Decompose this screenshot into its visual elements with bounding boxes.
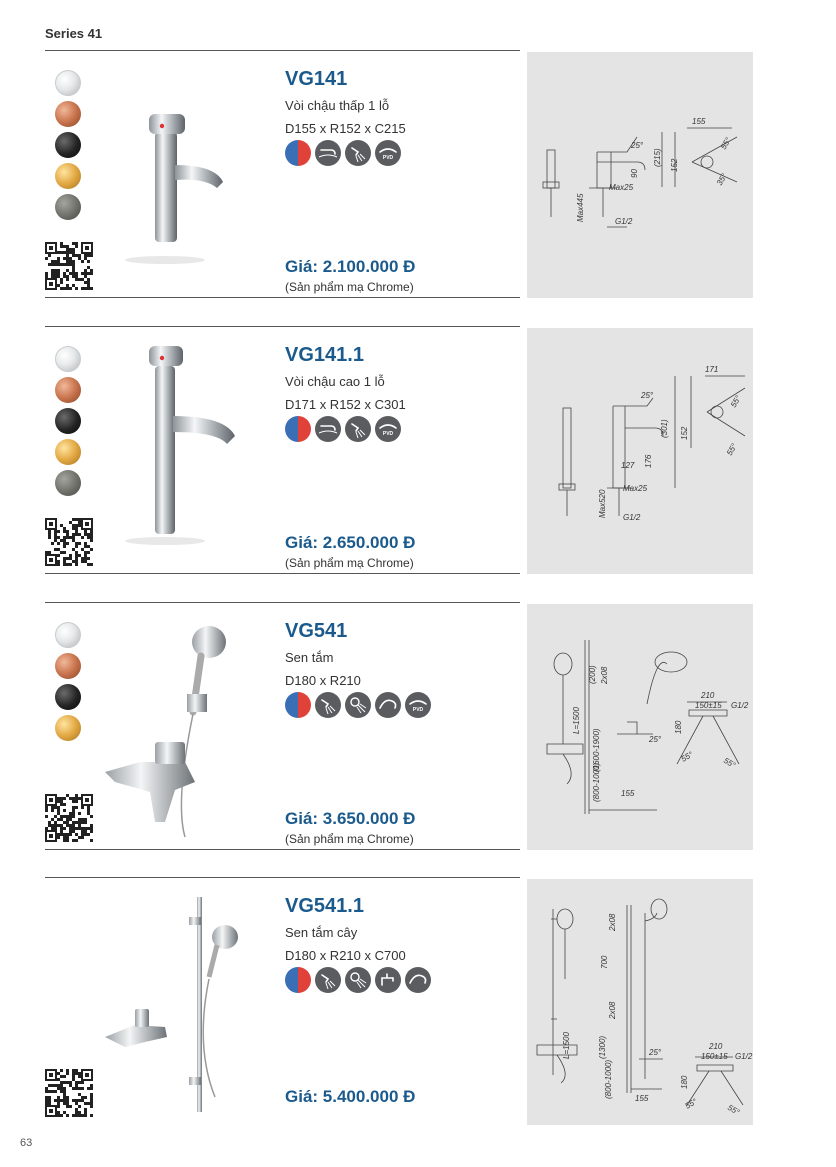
product-model: VG141.1 — [285, 344, 364, 366]
product-dimensions: D180 x R210 — [285, 673, 361, 688]
dimension-label: Max520 — [598, 489, 607, 518]
finish-copper-swatch[interactable] — [55, 101, 81, 127]
divider — [45, 297, 520, 298]
dimension-label: G1/2 — [735, 1052, 753, 1061]
pvd-icon — [375, 416, 401, 442]
finish-swatches — [55, 346, 85, 501]
pvd-icon — [375, 140, 401, 166]
dimension-label: Max445 — [576, 193, 585, 222]
dimension-label: 2x08 — [608, 913, 617, 931]
hose-icon — [375, 692, 401, 718]
finish-black-swatch[interactable] — [55, 132, 81, 158]
finish-chrome-swatch[interactable] — [55, 70, 81, 96]
product-dimensions: D155 x R152 x C215 — [285, 121, 406, 136]
finish-gunmetal-swatch[interactable] — [55, 194, 81, 220]
page-number: 63 — [20, 1137, 33, 1149]
product-dimensions: D171 x R152 x C301 — [285, 397, 406, 412]
dimension-label: L=1500 — [562, 1032, 571, 1059]
product-description: Vòi chậu thấp 1 lỗ — [285, 98, 390, 113]
product-card — [45, 50, 753, 300]
spray-icon — [345, 416, 371, 442]
product-price: Giá: 5.400.000 Đ — [285, 1087, 416, 1106]
dimension-label: G1/2 — [623, 513, 641, 522]
product-model: VG541.1 — [285, 895, 364, 917]
pvd-icon — [405, 692, 431, 718]
product-dimensions: D180 x R210 x C700 — [285, 948, 406, 963]
divider — [45, 326, 520, 327]
dimension-label: 155 — [692, 117, 706, 126]
qr-code-icon[interactable] — [45, 794, 93, 842]
finish-swatches — [55, 70, 85, 225]
dimension-label: (215) — [653, 148, 662, 167]
dimension-label: 90 — [630, 169, 639, 178]
product-price: Giá: 2.650.000 Đ — [285, 533, 416, 552]
product-price: Giá: 3.650.000 Đ — [285, 809, 416, 828]
product-photo — [105, 622, 255, 842]
product-price: Giá: 2.100.000 Đ — [285, 257, 416, 276]
product-photo — [105, 70, 255, 270]
svg-text:PVD: PVD — [412, 707, 424, 713]
series-title: Series 41 — [45, 26, 103, 41]
finish-gold-swatch[interactable] — [55, 715, 81, 741]
dimension-label: 155 — [635, 1094, 649, 1103]
finish-gold-swatch[interactable] — [55, 163, 81, 189]
dimension-label: Max25 — [623, 484, 648, 493]
dimension-label: 210 — [709, 1042, 723, 1051]
technical-drawing — [527, 328, 753, 574]
divider — [45, 877, 520, 878]
qr-code-icon[interactable] — [45, 518, 93, 566]
finish-gold-swatch[interactable] — [55, 439, 81, 465]
dimension-label: 25° — [641, 391, 654, 400]
svg-text:PVD: PVD — [382, 155, 394, 161]
dimension-label: 127 — [621, 461, 635, 470]
dimension-label: 25° — [649, 1048, 662, 1057]
aerator-icon — [315, 416, 341, 442]
technical-drawing — [527, 604, 753, 850]
dimension-label: 171 — [705, 365, 719, 374]
dimension-label: G1/2 — [615, 217, 633, 226]
dimension-label: 150±15 — [695, 701, 722, 710]
dimension-label: (800-1000) — [592, 762, 601, 802]
spray-icon — [315, 692, 341, 718]
finish-black-swatch[interactable] — [55, 684, 81, 710]
technical-drawing — [527, 52, 753, 298]
dimension-label: 155 — [621, 789, 635, 798]
dimension-label: 35° — [714, 172, 729, 187]
hot-cold-icon — [285, 416, 311, 442]
finish-chrome-swatch[interactable] — [55, 346, 81, 372]
product-photo — [105, 346, 255, 546]
qr-code-icon[interactable] — [45, 1069, 93, 1117]
technical-drawing — [527, 879, 753, 1125]
dimension-label: 55° — [728, 394, 743, 409]
dimension-label: 25° — [649, 735, 662, 744]
dimension-label: 180 — [674, 720, 683, 734]
finish-copper-swatch[interactable] — [55, 653, 81, 679]
product-card — [45, 326, 753, 576]
hot-cold-icon — [285, 692, 311, 718]
qr-code-icon[interactable] — [45, 242, 93, 290]
finish-copper-swatch[interactable] — [55, 377, 81, 403]
aerator-icon — [315, 140, 341, 166]
dimension-label: 55° — [726, 1102, 741, 1117]
plating-note: (Sản phẩm mạ Chrome) — [285, 832, 414, 846]
dimension-label: 700 — [600, 955, 609, 969]
shower-icon — [345, 692, 371, 718]
divider — [45, 573, 520, 574]
divider — [45, 849, 520, 850]
dimension-label: (301) — [660, 419, 669, 438]
hose-icon — [405, 967, 431, 993]
dimension-label: 150±15 — [701, 1052, 728, 1061]
dimension-label: 176 — [644, 454, 653, 468]
divider — [45, 50, 520, 51]
product-model: VG141 — [285, 68, 348, 90]
dimension-label: 152 — [670, 158, 679, 172]
dimension-label: (800-1000) — [604, 1059, 613, 1099]
dimension-label: 55° — [724, 442, 739, 457]
dimension-label: 152 — [680, 426, 689, 440]
finish-black-swatch[interactable] — [55, 408, 81, 434]
dimension-label: G1/2 — [731, 701, 749, 710]
product-card — [45, 602, 753, 852]
dimension-label: Max25 — [609, 183, 634, 192]
finish-gunmetal-swatch[interactable] — [55, 470, 81, 496]
plating-note: (Sản phẩm mạ Chrome) — [285, 556, 414, 570]
product-description: Vòi chậu cao 1 lỗ — [285, 374, 385, 389]
svg-text:PVD: PVD — [382, 431, 394, 437]
hot-cold-icon — [285, 967, 311, 993]
dimension-label: 55° — [722, 755, 737, 770]
tap-icon — [375, 967, 401, 993]
product-description: Sen tắm cây — [285, 925, 358, 940]
divider — [45, 602, 520, 603]
plating-note: (Sản phẩm mạ Chrome) — [285, 280, 414, 294]
finish-swatches — [55, 622, 85, 746]
dimension-label: 55° — [679, 749, 695, 764]
dimension-label: (1300) — [598, 1035, 607, 1059]
product-description: Sen tắm — [285, 650, 334, 665]
dimension-label: L=1500 — [572, 707, 581, 734]
spray-icon — [345, 140, 371, 166]
dimension-label: 55° — [683, 1096, 699, 1111]
dimension-label: (200) — [588, 665, 597, 684]
dimension-label: 2x08 — [608, 1001, 617, 1019]
spray-icon — [315, 967, 341, 993]
product-model: VG541 — [285, 620, 348, 642]
dimension-label: 55° — [718, 136, 733, 151]
dimension-label: 210 — [701, 691, 715, 700]
shower-icon — [345, 967, 371, 993]
dimension-label: 25° — [631, 141, 644, 150]
hot-cold-icon — [285, 140, 311, 166]
product-card — [45, 877, 753, 1127]
finish-chrome-swatch[interactable] — [55, 622, 81, 648]
dimension-label: 2x08 — [600, 666, 609, 684]
product-photo — [105, 897, 255, 1117]
dimension-label: 180 — [680, 1075, 689, 1089]
dimension-label: (1600-1900) — [592, 728, 601, 772]
